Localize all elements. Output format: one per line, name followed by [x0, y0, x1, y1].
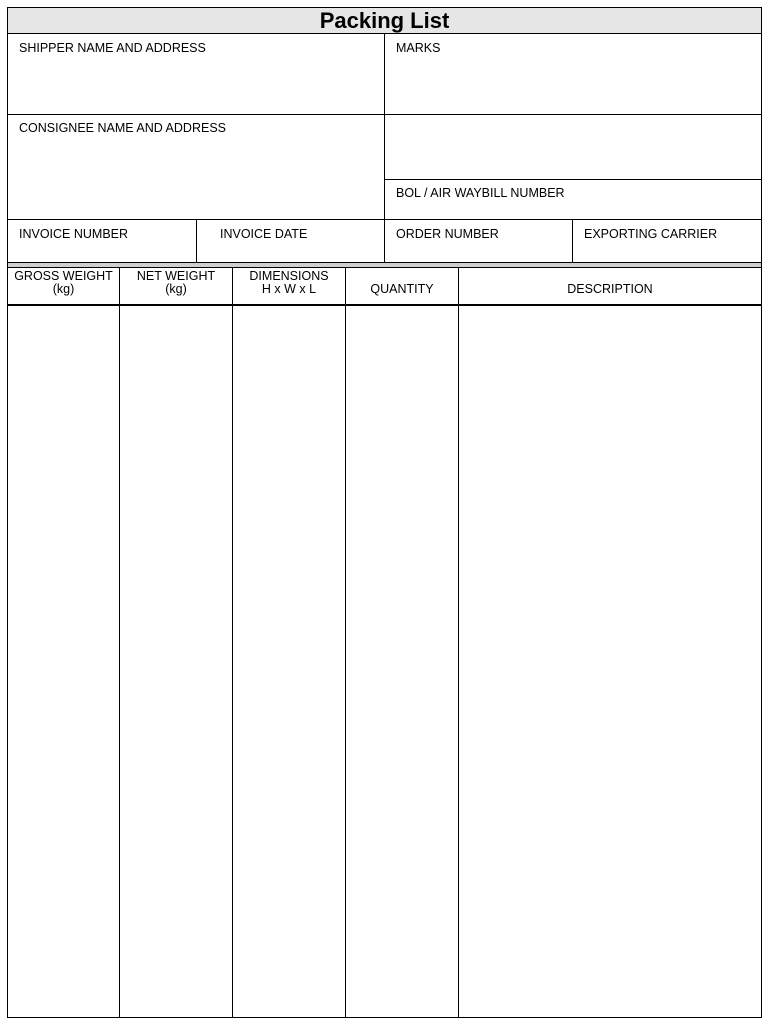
- column-header-net-weight: [120, 270, 232, 304]
- invoice-number-label: INVOICE NUMBER: [19, 227, 129, 241]
- net-weight-heading: NET WEIGHT: [136, 269, 216, 283]
- column-header-gross-weight: [8, 270, 119, 304]
- consignee-name-address-label: CONSIGNEE NAME AND ADDRESS: [19, 121, 226, 135]
- bol-air-waybill-label: BOL / AIR WAYBILL NUMBER: [396, 186, 565, 200]
- divider-consignee-invoice: [8, 219, 761, 220]
- shipper-name-address-label: SHIPPER NAME AND ADDRESS: [19, 41, 206, 55]
- dimensions-heading: DIMENSIONS: [249, 269, 329, 283]
- item-entry-area[interactable]: [8, 305, 761, 1017]
- page-title: Packing List: [8, 8, 761, 34]
- divider-invoice-number-date: [196, 219, 197, 262]
- divider-shipper-consignee: [8, 114, 761, 115]
- invoice-date-label: INVOICE DATE: [220, 227, 308, 241]
- exporting-carrier-label: EXPORTING CARRIER: [584, 227, 718, 241]
- packing-list-form: [7, 7, 762, 1018]
- gross-weight-unit: (kg): [52, 282, 75, 296]
- order-number-label: ORDER NUMBER: [396, 227, 499, 241]
- divider-right-bol: [384, 179, 761, 180]
- column-header-quantity: QUANTITY: [370, 282, 434, 296]
- net-weight-unit: (kg): [165, 282, 187, 296]
- column-header-dimensions: [233, 270, 345, 304]
- gross-weight-heading: GROSS WEIGHT: [14, 269, 113, 283]
- section-separator: [8, 262, 761, 268]
- divider-order-carrier: [572, 219, 573, 262]
- dimensions-format: H x W x L: [261, 282, 317, 296]
- column-header-description: DESCRIPTION: [567, 282, 653, 296]
- divider-top-middle: [384, 34, 385, 262]
- marks-label: MARKS: [396, 41, 441, 55]
